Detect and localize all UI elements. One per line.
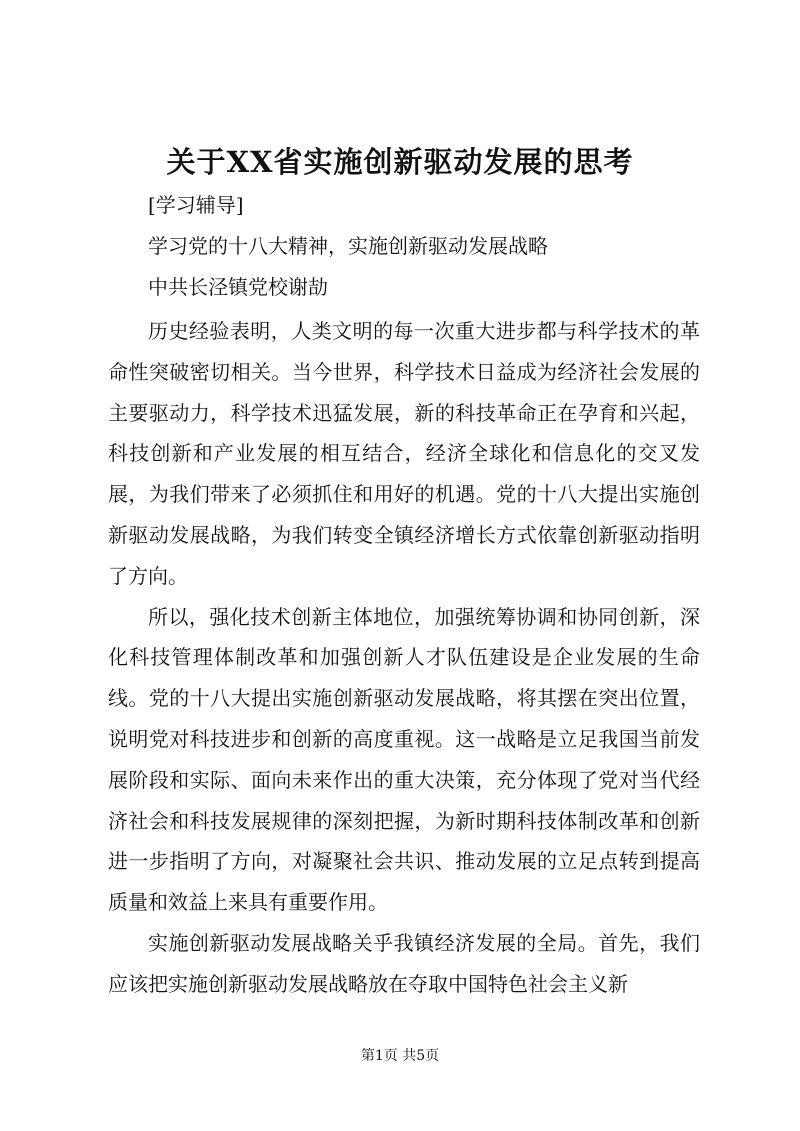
document-subtitle: 学习党的十八大精神，实施创新驱动发展战略 (148, 234, 548, 258)
page-footer: 第1页 共5页 (360, 1048, 440, 1064)
document-title: 关于XX省实施创新驱动发展的思考 (166, 145, 634, 179)
paragraph-3: 实施创新驱动发展战略关乎我镇经济发展的全局。首先，我们应该把实施创新驱动发展战略放在夺取中国特色社会主义新 (108, 930, 700, 996)
paragraph-2: 所以，强化技术创新主体地位，加强统筹协调和协同创新，深化科技管理体制改革和加强创新人才队伍建设是企业发展的生命线。党的十八大提出实施创新驱动发展战略，将其摆在突出位置，说明党对科技进步和创新的高度重视。这一战略是立足我国当前发展阶段和实际、面向未来作出的重大决策，充分体现了党对当代经济社会和科技发展规律的深刻把握，为新时期科技体制改革和创新进一步指明了方向，对凝聚社会共识、推动发展的立足点转到提高质量和效益上来具有重要作用。 (108, 604, 700, 915)
paragraph-1: 历史经验表明，人类文明的每一次重大进步都与科学技术的革命性突破密切相关。当今世界，科学技术日益成为经济社会发展的主要驱动力，科学技术迅猛发展，新的科技革命正在孕育和兴起，科技创新和产业发展的相互结合，经济全球化和信息化的交叉发展，为我们带来了必须抓住和用好的机遇。党的十八大提出实施创新驱动发展战略，为我们转变全镇经济增长方式依靠创新驱动指明了方向。 (108, 319, 700, 588)
document-body (108, 311, 700, 1005)
document-category: [学习辅导] (148, 193, 244, 217)
document-author: 中共长泾镇党校谢劼 (148, 275, 328, 299)
